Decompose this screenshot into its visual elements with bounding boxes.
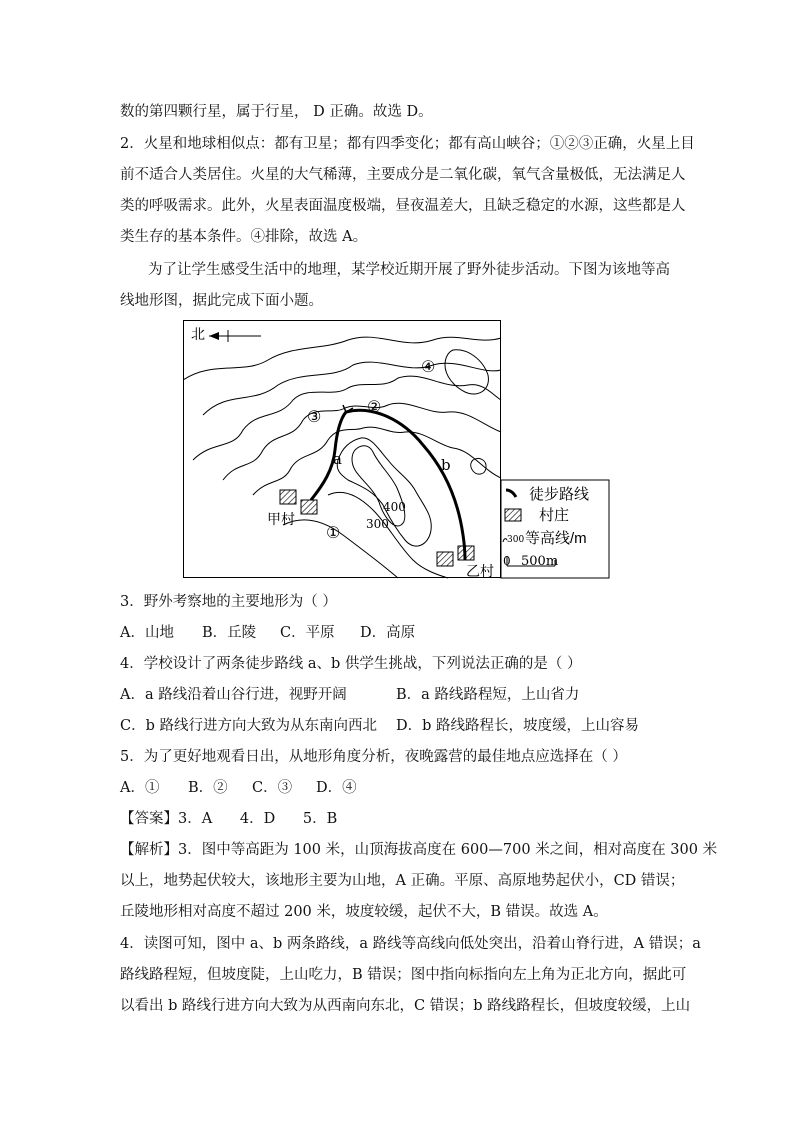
question-4-options-row1	[120, 685, 680, 705]
option-a: A．a 路线沿着山谷行进，视野开阔	[120, 687, 347, 703]
analysis-line	[120, 840, 718, 860]
option-a: A．①	[120, 780, 160, 796]
analysis-line: 丘陵地形相对高度不超过 200 米，坡度较缓，起伏不大，B 错误。故选 A。	[120, 904, 608, 920]
question-3: 3．野外考察地的主要地形为（ ）	[120, 594, 337, 610]
answer-label: 【答案】	[120, 811, 178, 827]
question-5: 5．为了更好地观看日出，从地形角度分析，夜晚露营的最佳地点应选择在（ ）	[120, 749, 627, 765]
legend-village-symbol	[505, 509, 521, 521]
route-a-label: a	[333, 450, 342, 468]
village-jia-label: 甲村	[267, 512, 295, 528]
village-jia-symbol	[280, 490, 296, 504]
option-d: D．高原	[360, 625, 416, 641]
legend-village-label: 村庄	[539, 507, 570, 524]
q2-explanation-line: 2．火星和地球相似点：都有卫星；都有四季变化；都有高山峡谷；①②③正确，火星上目	[120, 136, 695, 152]
village-yi-symbol	[458, 546, 474, 560]
contour-400-label: 400	[383, 500, 406, 514]
option-b: B．丘陵	[202, 625, 257, 641]
route-b-label: b	[441, 456, 451, 474]
contour-300-label: 300	[366, 517, 389, 531]
question-4: 4．学校设计了两条徒步路线 a、b 供学生挑战，下列说法正确的是（ ）	[120, 656, 582, 672]
option-d: D．④	[316, 780, 357, 796]
analysis-line: 以看出 b 路线行进方向大致为从西南向东北，C 错误；b 路线路程长，但坡度较缓，上山	[120, 998, 691, 1014]
option-c: C．③	[252, 780, 293, 796]
village-jia-symbol	[301, 500, 317, 514]
analysis-line: 路线路程短，但坡度陡，上山吃力，B 错误；图中指向标指向左上角为正北方向，据此可	[120, 967, 687, 983]
q2-explanation-line: 前不适合人类居住。火星的大气稀薄，主要成分是二氧化碳，氧气含量极低，无法满足人	[120, 167, 686, 183]
contour-map	[183, 320, 611, 580]
location-2-label: ②	[367, 397, 382, 416]
q2-explanation-line: 类生存的基本条件。④排除，故选 A。	[120, 229, 368, 245]
location-1-label: ①	[326, 523, 341, 542]
option-b: B．②	[188, 780, 228, 796]
north-label: 北	[191, 327, 205, 343]
scale-zero-label: 0	[503, 554, 511, 568]
question-stem: 为了让学生感受生活中的地理，某学校近期开展了野外徒步活动。下图为该地等高	[148, 262, 670, 278]
question-4-options-row2	[120, 716, 680, 736]
village-yi-symbol	[437, 552, 453, 566]
answer-text: 3．A 4．D 5．B	[178, 811, 338, 827]
location-4-label: ④	[421, 357, 436, 376]
option-c: C．平原	[280, 625, 335, 641]
map-frame	[184, 321, 501, 578]
option-d: D．b 路线路程长，坡度缓，上山容易	[396, 718, 640, 734]
village-yi-label: 乙村	[466, 564, 494, 580]
legend-contour-value: 300	[507, 535, 525, 545]
analysis-line: 4．读图可知，图中 a、b 两条路线，a 路线等高线向低处突出，沿着山脊行进，A 错误；a	[120, 936, 701, 952]
q2-explanation-line: 类的呼吸需求。此外，火星表面温度极端，昼夜温差大，且缺乏稳定的水源，这些都是人	[120, 198, 686, 214]
question-5-options	[120, 778, 680, 798]
option-b: B．a 路线路程短，上山省力	[396, 687, 580, 703]
question-stem: 线地形图，据此完成下面小题。	[120, 293, 323, 309]
legend-contour-label: 等高线/m	[525, 530, 587, 547]
scale-distance-label: 500m	[521, 554, 559, 569]
location-3-label: ③	[307, 407, 322, 426]
question-3-options	[120, 623, 680, 643]
legend-route-label: 徒步路线	[529, 486, 590, 503]
intro-line: 数的第四颗行星，属于行星， D 正确。故选 D。	[120, 104, 433, 120]
analysis-text: 3．图中等高距为 100 米，山顶海拔高度在 600—700 米之间，相对高度在 300 米	[178, 842, 718, 858]
analysis-line: 以上，地势起伏较大，该地形主要为山地，A 正确。平原、高原地势起伏小，CD 错误；	[120, 873, 685, 889]
analysis-label: 【解析】	[120, 842, 178, 858]
option-c: C．b 路线行进方向大致为从东南向西北	[120, 718, 377, 734]
option-a: A．山地	[120, 625, 174, 641]
answer-line	[120, 809, 680, 829]
